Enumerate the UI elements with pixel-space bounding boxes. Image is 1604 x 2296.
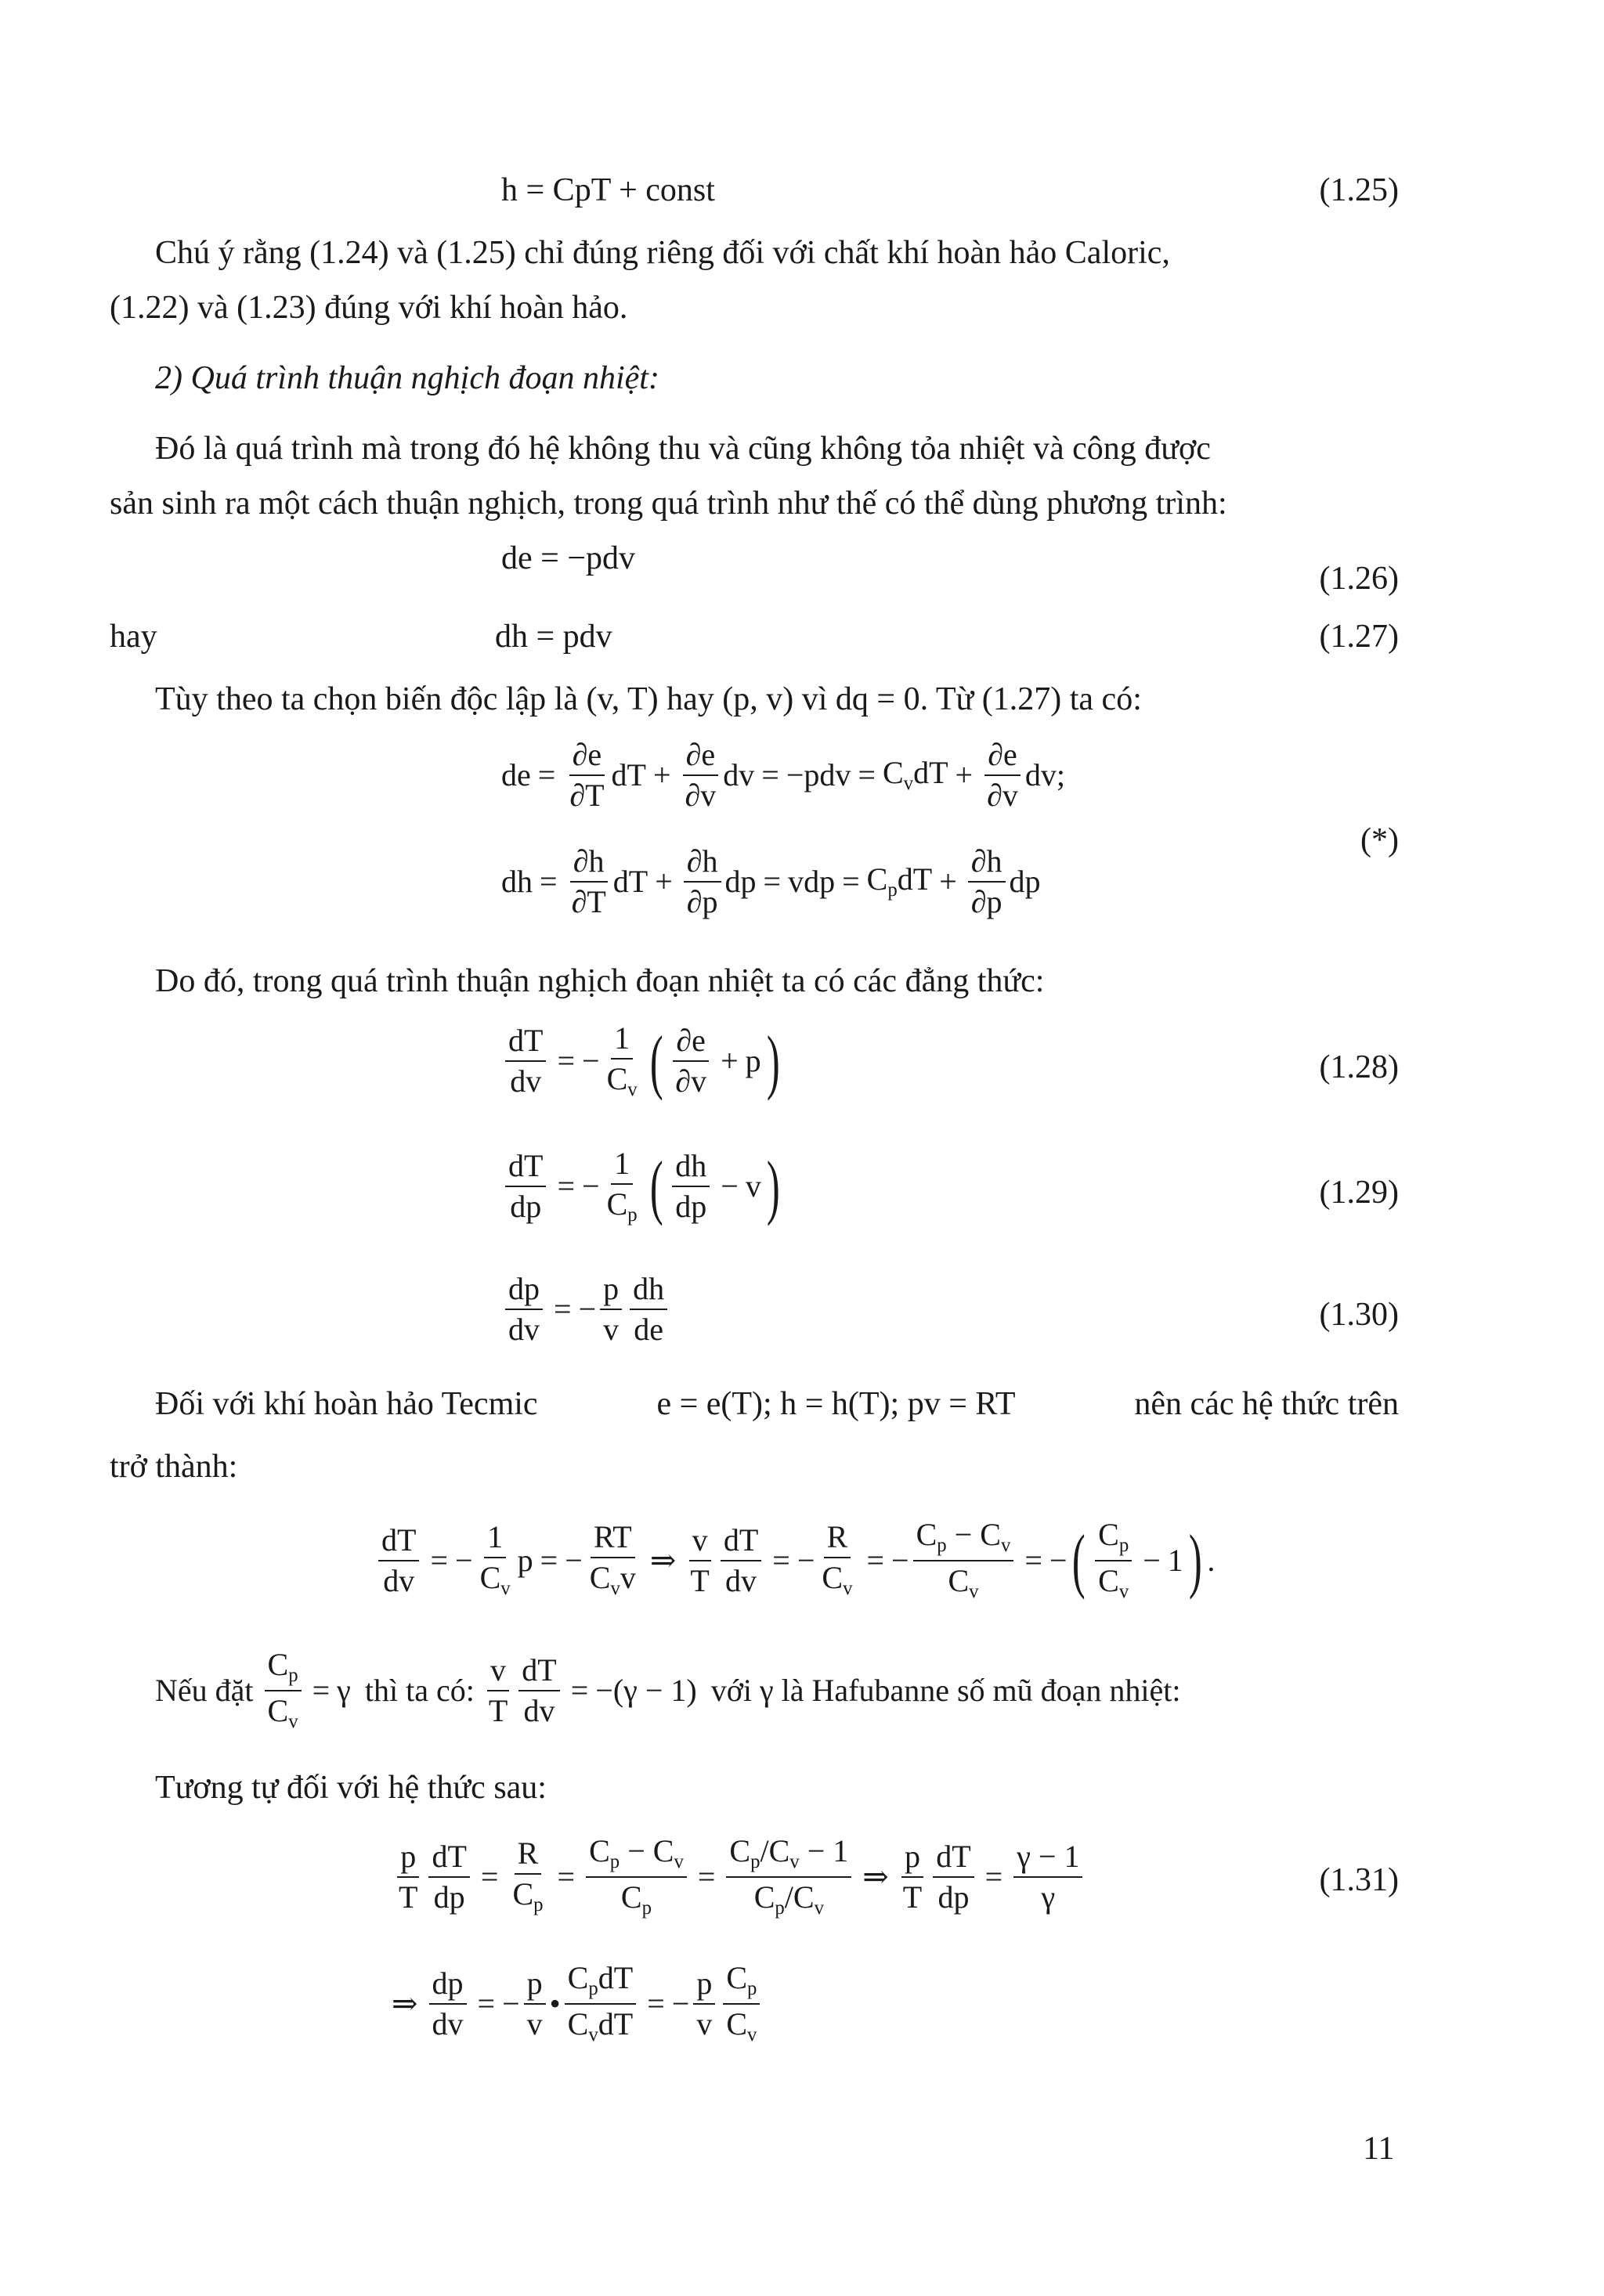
text-line-9b: thì ta có: <box>364 1672 475 1708</box>
eq-number-1-26: (1.26) <box>1319 561 1399 597</box>
text-line-7a: Đối với khí hoàn hảo Tecmic <box>155 1386 538 1422</box>
equation-1-28: $\frac{dT}{dv}$ = − $\frac{1}{C_v}$ ( $\frac{\partial e}{\partial v}$ + p ) <box>501 1023 785 1100</box>
text-line-2: (1.22) và (1.23) đúng với khí hoàn hảo. <box>110 290 628 326</box>
text-line-8: trở thành: <box>110 1449 238 1485</box>
equation-1-26: de = −pdv <box>501 540 636 576</box>
eq-number-1-28: (1.28) <box>1319 1049 1399 1085</box>
text-line-5: Tùy theo ta chọn biến độc lập là (v, T) hay (p, v) vì dq = 0. Từ (1.27) ta có: <box>155 681 1142 717</box>
text-line-3: Đó là quá trình mà trong đó hệ không thu và cũng không tỏa nhiệt và công được <box>155 431 1211 467</box>
section-heading: 2) Quá trình thuận nghịch đoạn nhiệt: <box>155 360 659 396</box>
text-line-6: Do đó, trong quá trình thuận nghịch đoạn nhiệt ta có các đẳng thức: <box>155 963 1045 999</box>
paragraph-line <box>155 236 1399 269</box>
text-hay: hay <box>110 619 157 655</box>
text-line-7b: nên các hệ thức trên <box>1134 1386 1399 1422</box>
eq-number-1-31: (1.31) <box>1319 1862 1399 1898</box>
text-line-9a: Nếu đặt <box>155 1672 254 1708</box>
eq-number-1-30: (1.30) <box>1319 1297 1399 1333</box>
page-number: 11 <box>1363 2131 1395 2167</box>
equation-1-29: $\frac{dT}{dp}$ = − $\frac{1}{C_p}$ ( $\frac{dh}{dp}$ − v ) <box>501 1148 786 1226</box>
equation-star-dh: dh = $\frac{\partial h}{\partial T}$ dT + $\frac{\partial h}{\partial p}$ dp = vdp = $C_pdT$ + $\frac{\partial h}{\partial p}$ dp <box>501 843 1041 919</box>
eq-number-1-29: (1.29) <box>1319 1175 1399 1211</box>
text-line-1: Chú ý rằng (1.24) và (1.25) chỉ đúng riêng đối với chất khí hoàn hảo Caloric, <box>155 235 1170 271</box>
equation-dp-dv: ⇒ $\frac{dp}{dv}$ = − $\frac{p}{v}$ • $\frac{C_pdT}{C_vdT}$ = − $\frac{p}{v}$ $\frac{C_p}{C_v}$ <box>392 1962 764 2045</box>
equation-1-27: dh = pdv <box>495 619 612 655</box>
eq-number-1-25: (1.25) <box>1319 172 1399 208</box>
eq-number-1-27: (1.27) <box>1319 619 1399 655</box>
equation-tecmic: e = e(T); h = h(T); pv = RT <box>656 1386 1016 1422</box>
equation-star-de: de = $\frac{\partial e}{\partial T}$ dT + $\frac{\partial e}{\partial v}$ dv = −pdv = $C_vdT$ + $\frac{\partial e}{\partial v}$ dv; <box>501 737 1065 813</box>
text-line-7 <box>155 1388 1399 1421</box>
equation-1-31: $\frac{p}{T}$ $\frac{dT}{dp}$ = $\frac{R}{C_p}$ = $\frac{C_p - C_v}{C_p}$ = $\frac{C_p/C_v - 1}{C_p/C_v}$ ⇒ $\frac{p}{T}$ $\frac{dT}{dp}$ = $\frac{\gamma - 1}{\gamma}$ <box>392 1836 1086 1918</box>
text-line-10: Tương tự đối với hệ thức sau: <box>155 1770 547 1806</box>
gamma-definition-line: Nếu đặt $\frac{C_p}{C_v}$ = γ thì ta có: $\frac{v}{T}$ $\frac{dT}{dv}$ = −(γ − 1) với γ là Hafubanne số mũ đoạn nhiệt: <box>155 1647 1181 1732</box>
text-line-4: sản sinh ra một cách thuận nghịch, trong quá trình như thế có thể dùng phương trình: <box>110 486 1227 522</box>
equation-1-30: $\frac{dp}{dv}$ = − $\frac{p}{v}$ $\frac{dh}{de}$ <box>501 1273 671 1345</box>
eq-number-star: (*) <box>1360 822 1399 858</box>
text-line-9c: với γ là Hafubanne số mũ đoạn nhiệt: <box>710 1672 1181 1708</box>
equation-1-25: h = CpT + const <box>501 172 715 208</box>
equation-derivation-dt-dv: $\frac{dT}{dv}$ = − $\frac{1}{C_v}$ p = − $\frac{RT}{C_vv}$ ⇒ $\frac{v}{T}$ $\frac{dT}{dv}$ = − $\frac{R}{C_v}$ = − $\frac{C_p - C_v}{C_v}$ = − ( $\frac{C_p}{C_v}$ − 1 ) . <box>374 1519 1215 1601</box>
